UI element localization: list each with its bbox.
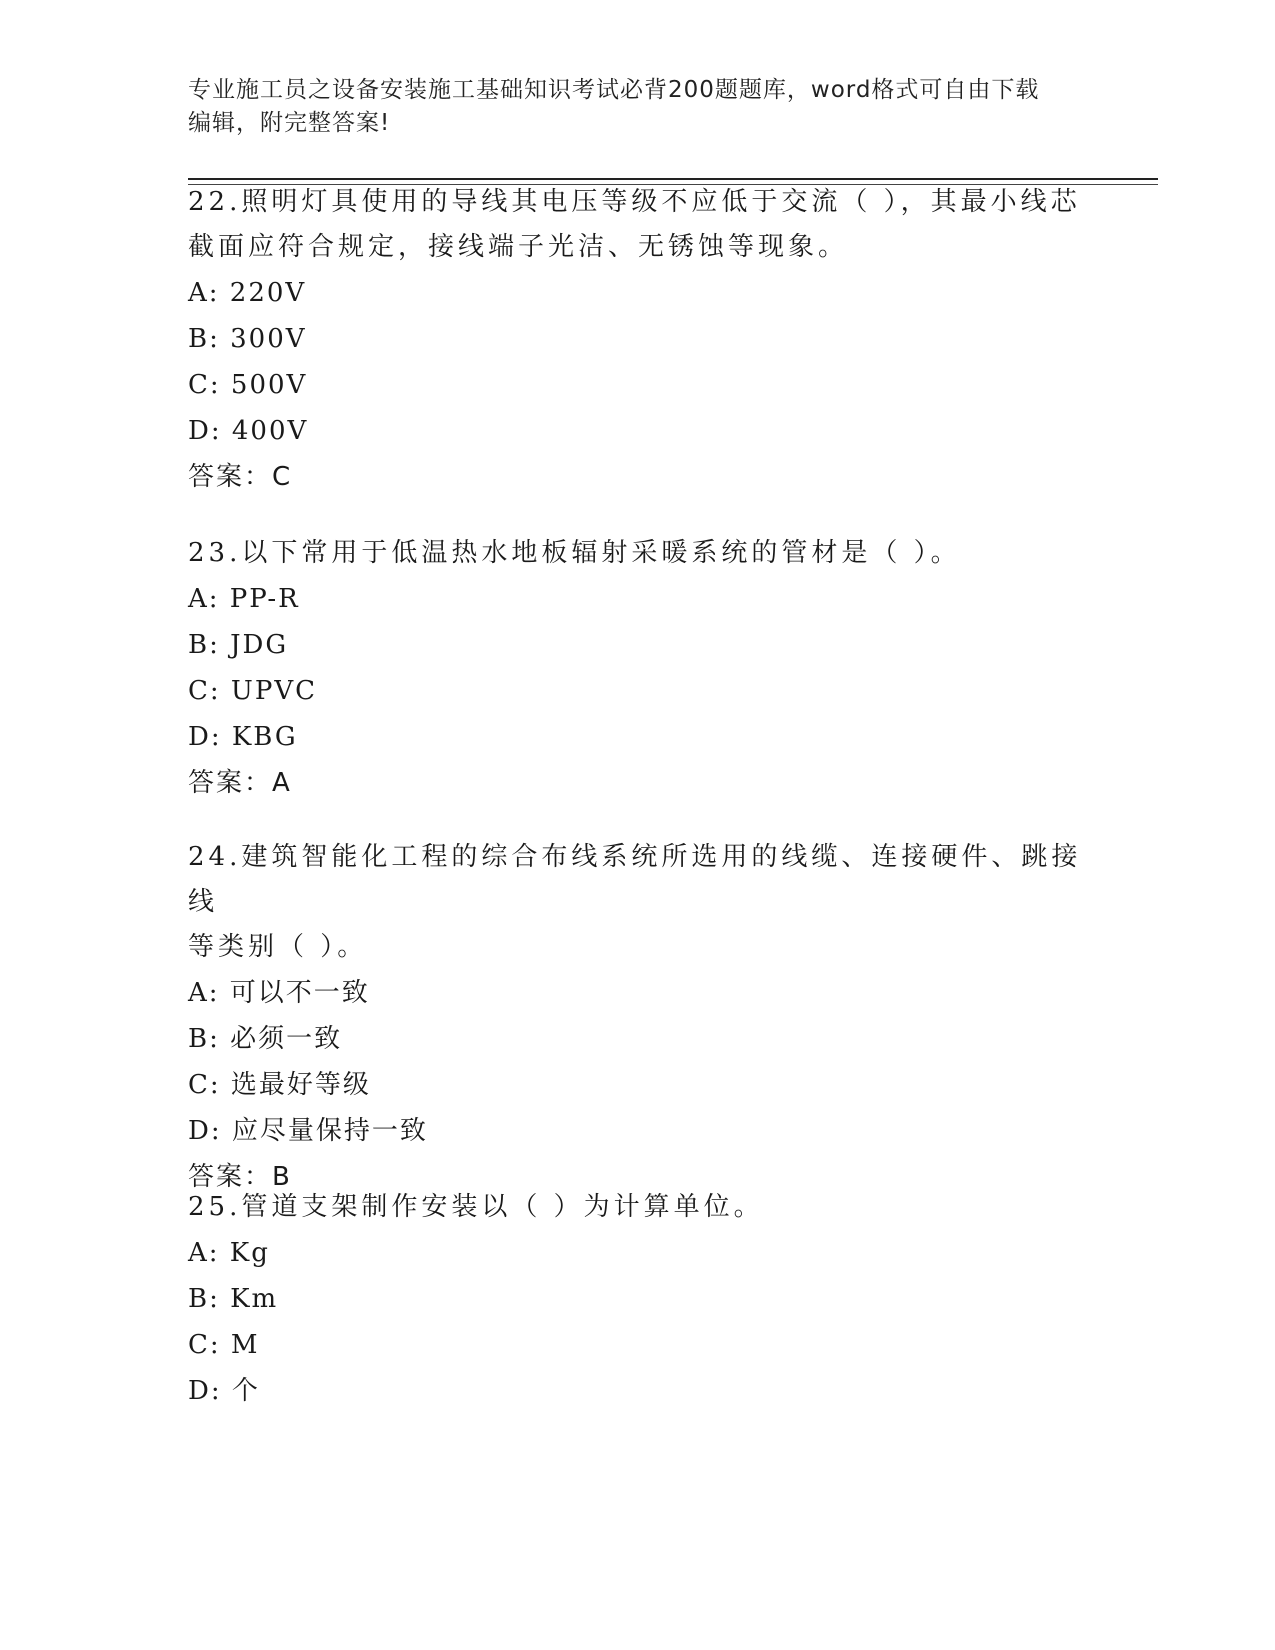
question-stem-line: 截面应符合规定，接线端子光洁、无锈蚀等现象。 [188, 232, 849, 262]
option-a: A: 220V [188, 278, 307, 308]
answer: 答案：B [188, 1162, 292, 1192]
question-stem-line: 25.管道支架制作安装以（ ）为计算单位。 [188, 1192, 764, 1222]
header-line-1: 专业施工员之设备安装施工基础知识考试必背200题题库，word格式可自由下载 [188, 77, 1040, 103]
option-c: C: M [188, 1330, 260, 1360]
document-header [188, 74, 1088, 140]
option-a: A: 可以不一致 [188, 978, 370, 1008]
question-23 [188, 531, 1088, 806]
question-stem-line: 23.以下常用于低温热水地板辐射采暖系统的管材是（ ）。 [188, 538, 961, 568]
option-d: D: 应尽量保持一致 [188, 1116, 428, 1146]
question-22 [188, 180, 1088, 500]
question-stem-line: 等类别（ ）。 [188, 932, 368, 962]
option-c: C: 500V [188, 370, 308, 400]
option-b: B: 必须一致 [188, 1024, 343, 1054]
answer: 答案：A [188, 768, 292, 798]
question-25 [188, 1185, 1088, 1414]
answer: 答案：C [188, 462, 293, 492]
option-d: D: 个 [188, 1376, 260, 1406]
option-d: D: KBG [188, 722, 298, 752]
header-line-2: 编辑，附完整答案! [188, 110, 391, 136]
option-a: A: Kg [188, 1238, 270, 1268]
question-stem-line: 22.照明灯具使用的导线其电压等级不应低于交流（ ），其最小线芯 [188, 187, 1081, 217]
option-b: B: JDG [188, 630, 289, 660]
option-b: B: Km [188, 1284, 279, 1314]
question-stem-line: 24.建筑智能化工程的综合布线系统所选用的线缆、连接硬件、跳接线 [188, 842, 1082, 917]
option-d: D: 400V [188, 416, 309, 446]
option-c: C: 选最好等级 [188, 1070, 371, 1100]
option-c: C: UPVC [188, 676, 317, 706]
question-24 [188, 835, 1088, 1200]
option-a: A: PP-R [188, 584, 300, 614]
option-b: B: 300V [188, 324, 307, 354]
